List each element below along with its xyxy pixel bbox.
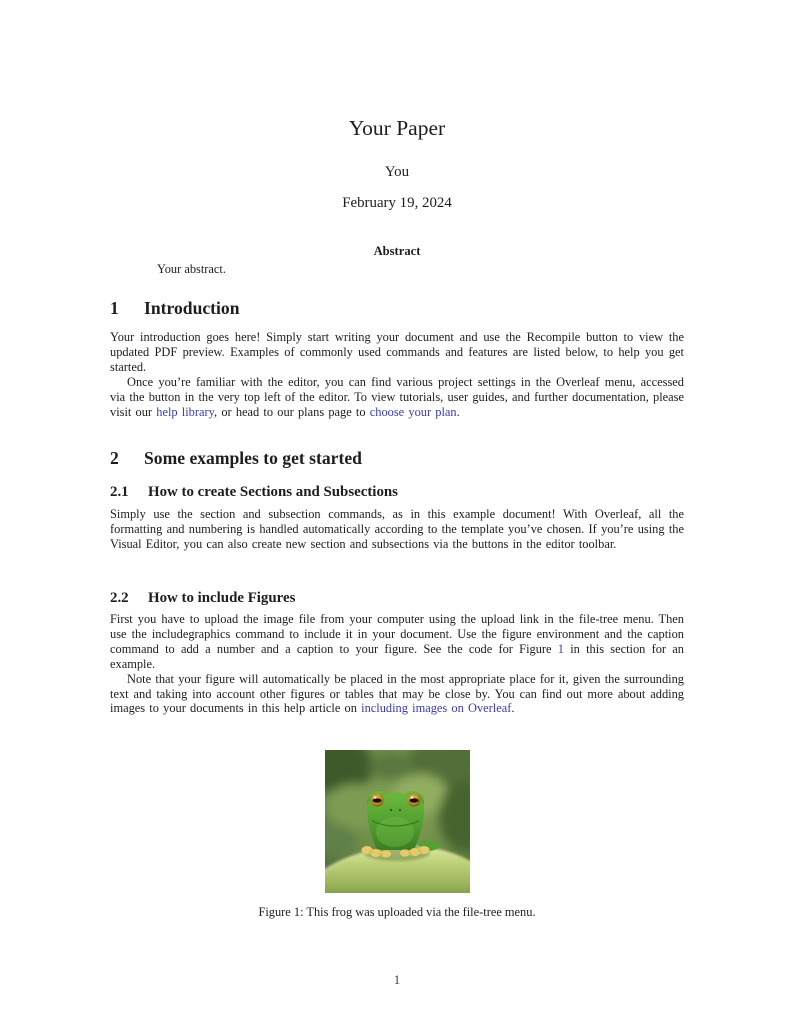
paper-author: You bbox=[384, 164, 410, 180]
subsection-2-2-number: 2.2 bbox=[110, 590, 129, 606]
intro-p2-text-after: . bbox=[456, 404, 460, 419]
intro-body bbox=[110, 330, 684, 419]
section-1-heading bbox=[110, 298, 684, 319]
figures-p2-text-before: Note that your figure will automatically be placed in the most appropriate place for it, given the surrounding text and taking into account other figures or tables that may be close by. You can find out more about adding images to your documents in this help article on bbox=[110, 671, 684, 716]
page-number: 1 bbox=[393, 973, 401, 987]
subsection-2-2-body bbox=[110, 612, 684, 716]
figures-p1-text-before: First you have to upload the image file from your computer using the upload link in the file-tree menu. Then use the includegraphics command to include it in your document. Use the figure environment and the caption command to add a number and a caption to your figure. See the code for Figure bbox=[110, 612, 684, 656]
intro-p2-text-before: Once you’re familiar with the editor, you can find various project settings in the Overleaf menu, accessed via the button in the very top left of the editor. To view tutorials, user guides, and further documentation, please visit our bbox=[110, 374, 684, 419]
intro-paragraph-2 bbox=[110, 375, 684, 420]
subsection-2-1-title: How to create Sections and Subsections bbox=[148, 484, 398, 500]
figures-p1-text-after: in this section for an example. bbox=[110, 641, 684, 671]
figure-caption: Figure 1: This frog was uploaded via the file-tree menu. bbox=[258, 905, 536, 919]
subsection-2-1-body bbox=[110, 507, 684, 552]
help-library-link[interactable]: help library bbox=[156, 404, 215, 419]
paper-title: Your Paper bbox=[348, 116, 446, 140]
section-1-number: 1 bbox=[110, 298, 119, 318]
subsection-2-2-heading bbox=[110, 589, 684, 607]
section-2-heading bbox=[110, 448, 684, 469]
figure-1 bbox=[325, 750, 470, 893]
subsection-2-1-number: 2.1 bbox=[110, 484, 129, 500]
figures-p2-text-after: . bbox=[511, 701, 515, 716]
section-2-title: Some examples to get started bbox=[144, 448, 362, 468]
figures-paragraph-2 bbox=[110, 672, 684, 717]
paper-date: February 19, 2024 bbox=[342, 195, 452, 211]
subsection-2-2-title: How to include Figures bbox=[148, 590, 296, 606]
choose-your-plan-link[interactable]: choose your plan bbox=[369, 404, 457, 419]
frog-photo bbox=[325, 750, 470, 893]
abstract-text: Your abstract. bbox=[157, 262, 226, 276]
figures-paragraph-1 bbox=[110, 612, 684, 672]
intro-paragraph-1: Your introduction goes here! Simply start writing your document and use the Recompile button to view the updated PDF preview. Examples of commonly used commands and features are listed below, to help you get started. bbox=[110, 330, 684, 374]
intro-p2-text-between: , or head to our plans page to bbox=[214, 404, 370, 419]
figure-1-ref-link[interactable]: 1 bbox=[557, 641, 564, 656]
subsection-2-1-heading bbox=[110, 483, 684, 501]
abstract-heading: Abstract bbox=[373, 244, 421, 258]
section-2-number: 2 bbox=[110, 448, 119, 468]
section-1-title: Introduction bbox=[144, 298, 240, 318]
subsection-2-1-paragraph: Simply use the section and subsection commands, as in this example document! With Overleaf, all the formatting and numbering is handled automatically according to the template you’ve chosen. If you’re using the Visual Editor, you can also create new section and subsections via the buttons in the editor toolbar. bbox=[110, 507, 684, 551]
including-images-link[interactable]: including images on Overleaf bbox=[361, 701, 512, 716]
